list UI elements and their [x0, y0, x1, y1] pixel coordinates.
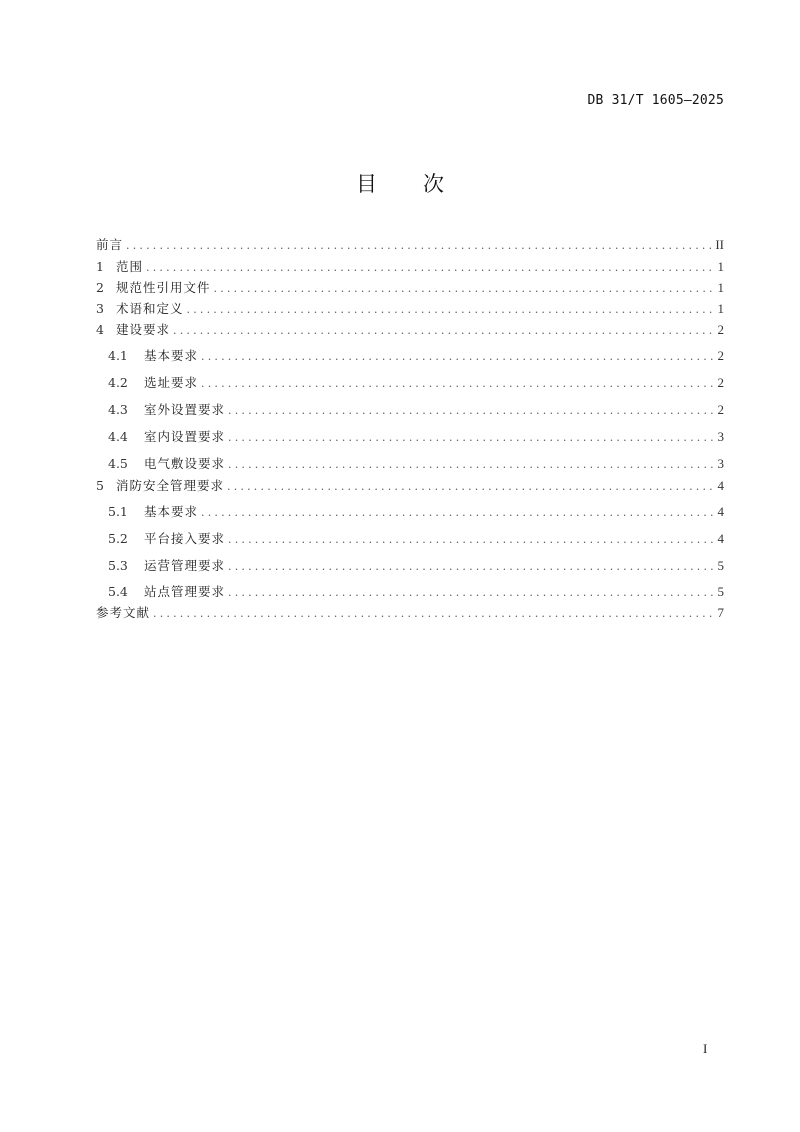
- dot-leader: [228, 429, 715, 447]
- toc-entry-page: 3: [717, 456, 724, 471]
- toc-entry-number: 4.3: [108, 402, 128, 417]
- toc-entry-number: 4: [96, 322, 104, 337]
- toc-entry-page: 2: [717, 348, 724, 363]
- toc-entry-number: 1: [96, 259, 104, 274]
- toc-entry-4-4[interactable]: [108, 428, 724, 446]
- toc-entry-3[interactable]: [96, 300, 724, 318]
- dot-leader: [173, 322, 715, 340]
- standard-code: DB 31/T 1605—2025: [587, 93, 724, 108]
- toc-entry-page: 5: [717, 584, 724, 599]
- toc-entry-4-2[interactable]: [108, 374, 724, 392]
- toc-entry-page: 3: [717, 429, 724, 444]
- toc-entry-4-5[interactable]: [108, 455, 724, 473]
- title-char-2: 次: [423, 172, 444, 196]
- dot-leader: [228, 558, 715, 576]
- toc-entry-number: 3: [96, 301, 104, 316]
- toc-entry-number: 4.1: [108, 348, 128, 363]
- dot-leader: [153, 605, 715, 623]
- dot-leader: [228, 531, 715, 549]
- toc-entry-5-2[interactable]: [108, 530, 724, 548]
- dot-leader: [201, 348, 715, 366]
- toc-entry-label: 参考文献: [96, 605, 151, 620]
- toc-entry-2[interactable]: [96, 279, 724, 297]
- dot-leader: [228, 456, 715, 474]
- toc-entry-page: 4: [717, 478, 724, 493]
- toc-entry-label: 基本要求: [144, 504, 199, 519]
- toc-entry-number: 4.4: [108, 429, 128, 444]
- toc-entry-label: 室内设置要求: [144, 429, 226, 444]
- toc-entry-label: 室外设置要求: [144, 402, 226, 417]
- toc-entry-label: 运营管理要求: [144, 558, 226, 573]
- toc-entry-page: 2: [717, 322, 724, 337]
- toc-entry-number: 4.2: [108, 375, 128, 390]
- toc-entry-label: 建设要求: [116, 322, 171, 337]
- toc-entry-4-3[interactable]: [108, 401, 724, 419]
- dot-leader: [228, 402, 715, 420]
- toc-entry-page: 4: [717, 531, 724, 546]
- toc-entry-label: 规范性引用文件: [116, 280, 211, 295]
- toc-entry-number: 5.2: [108, 531, 128, 546]
- toc-entry-page: 4: [717, 504, 724, 519]
- toc-entry-4-1[interactable]: [108, 347, 724, 365]
- toc-entry-page: 1: [717, 259, 724, 274]
- toc-entry-5[interactable]: [96, 477, 724, 495]
- title-char-1: 目: [356, 172, 377, 196]
- toc-entry-label: 基本要求: [144, 348, 199, 363]
- toc-entry-label: 术语和定义: [116, 301, 184, 316]
- toc-entry-page: II: [715, 237, 724, 252]
- dot-leader: [201, 504, 715, 522]
- toc-entry-number: 5.4: [108, 584, 128, 599]
- toc-entry-4[interactable]: [96, 321, 724, 339]
- dot-leader: [126, 237, 713, 255]
- toc-entry-page: 2: [717, 375, 724, 390]
- toc-entry-number: 5: [96, 478, 104, 493]
- toc-entry-page: 5: [717, 558, 724, 573]
- toc-entry-number: 5.3: [108, 558, 128, 573]
- dot-leader: [227, 478, 715, 496]
- toc-entry-1[interactable]: [96, 258, 724, 276]
- toc-entry-bibliography[interactable]: [96, 604, 724, 622]
- dot-leader: [146, 259, 715, 277]
- dot-leader: [187, 301, 716, 319]
- toc-entry-label: 消防安全管理要求: [116, 478, 225, 493]
- toc-entry-number: 5.1: [108, 504, 128, 519]
- toc-entry-page: 7: [717, 605, 724, 620]
- toc-entry-5-1[interactable]: [108, 503, 724, 521]
- toc-entry-page: 1: [717, 280, 724, 295]
- toc-entry-number: 4.5: [108, 456, 128, 471]
- toc-entry-label: 站点管理要求: [144, 584, 226, 599]
- toc-entry-page: 1: [717, 301, 724, 316]
- toc-entry-label: 电气敷设要求: [144, 456, 226, 471]
- dot-leader: [228, 584, 715, 602]
- page-number: I: [703, 1041, 708, 1056]
- toc-entry-label: 平台接入要求: [144, 531, 226, 546]
- page-title: [0, 168, 800, 198]
- dot-leader: [214, 280, 716, 298]
- toc-entry-number: 2: [96, 280, 104, 295]
- dot-leader: [201, 375, 715, 393]
- toc-entry-label: 选址要求: [144, 375, 199, 390]
- toc-entry-foreword[interactable]: [96, 236, 724, 254]
- toc-entry-5-3[interactable]: [108, 557, 724, 575]
- toc-entry-label: 前言: [96, 237, 124, 252]
- toc-entry-page: 2: [717, 402, 724, 417]
- toc-entry-5-4[interactable]: [108, 583, 724, 601]
- toc-entry-label: 范围: [116, 259, 144, 274]
